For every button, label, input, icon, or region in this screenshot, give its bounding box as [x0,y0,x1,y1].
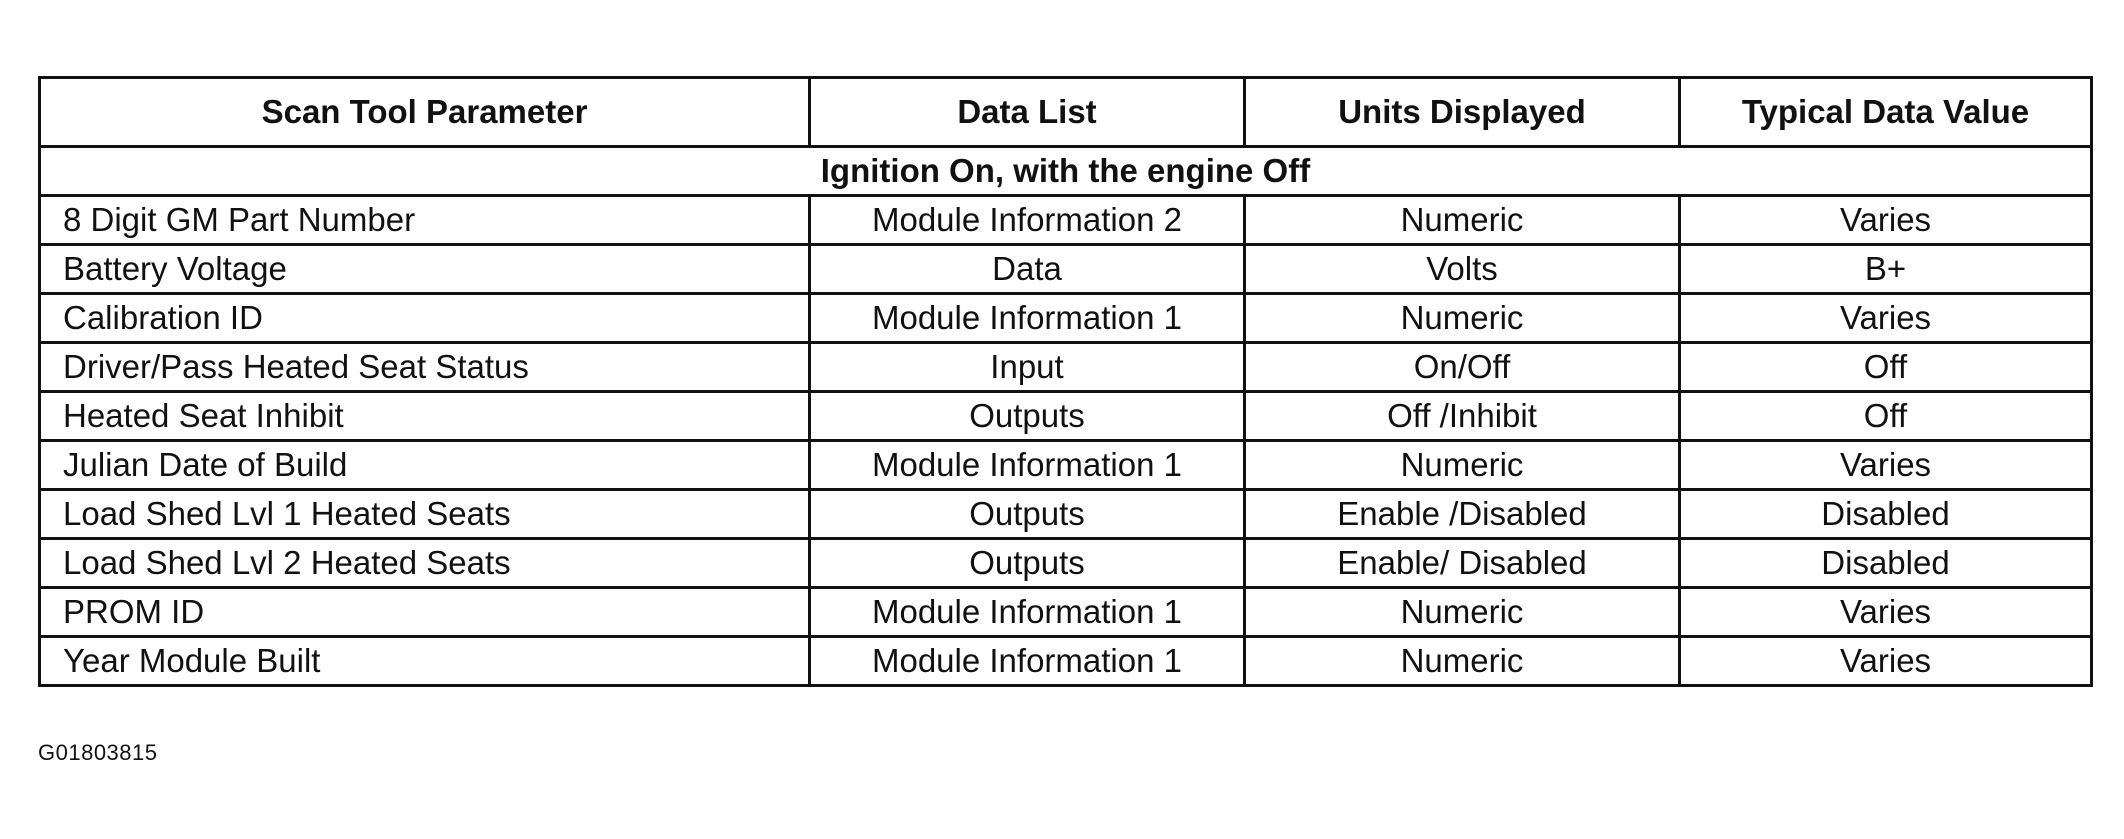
cell-data-list: Outputs [810,392,1245,441]
cell-parameter: Year Module Built [40,637,810,686]
table-row [40,343,2092,392]
cell-units: Numeric [1245,588,1680,637]
cell-parameter: Julian Date of Build [40,441,810,490]
cell-typical-value: Off [1680,392,2092,441]
cell-data-list: Module Information 1 [810,637,1245,686]
cell-units: Numeric [1245,196,1680,245]
table-row [40,588,2092,637]
cell-units: Numeric [1245,294,1680,343]
header-units-displayed: Units Displayed [1245,78,1680,147]
cell-typical-value: Varies [1680,196,2092,245]
cell-typical-value: Varies [1680,637,2092,686]
section-title: Ignition On, with the engine Off [40,147,2092,196]
cell-parameter: Heated Seat Inhibit [40,392,810,441]
table-row [40,490,2092,539]
cell-typical-value: Varies [1680,441,2092,490]
cell-units: Numeric [1245,637,1680,686]
scan-tool-data-table [38,76,2093,687]
cell-parameter: Driver/Pass Heated Seat Status [40,343,810,392]
cell-parameter: Battery Voltage [40,245,810,294]
cell-data-list: Module Information 2 [810,196,1245,245]
header-row [40,78,2092,147]
cell-typical-value: Disabled [1680,539,2092,588]
cell-units: Enable/ Disabled [1245,539,1680,588]
cell-data-list: Module Information 1 [810,294,1245,343]
cell-typical-value: Disabled [1680,490,2092,539]
cell-units: Volts [1245,245,1680,294]
cell-data-list: Module Information 1 [810,441,1245,490]
cell-parameter: 8 Digit GM Part Number [40,196,810,245]
header-typical-data-value: Typical Data Value [1680,78,2092,147]
cell-parameter: Load Shed Lvl 1 Heated Seats [40,490,810,539]
section-row [40,147,2092,196]
table-row [40,392,2092,441]
cell-units: Numeric [1245,441,1680,490]
table-row [40,441,2092,490]
cell-data-list: Outputs [810,539,1245,588]
cell-parameter: Calibration ID [40,294,810,343]
cell-parameter: PROM ID [40,588,810,637]
cell-typical-value: B+ [1680,245,2092,294]
table-row [40,539,2092,588]
table-row [40,294,2092,343]
cell-typical-value: Off [1680,343,2092,392]
cell-data-list: Input [810,343,1245,392]
cell-data-list: Outputs [810,490,1245,539]
cell-units: On/Off [1245,343,1680,392]
cell-data-list: Module Information 1 [810,588,1245,637]
table-row [40,637,2092,686]
cell-typical-value: Varies [1680,588,2092,637]
cell-units: Off /Inhibit [1245,392,1680,441]
cell-units: Enable /Disabled [1245,490,1680,539]
header-scan-tool-parameter: Scan Tool Parameter [40,78,810,147]
table-row [40,196,2092,245]
figure-id: G01803815 [38,740,158,765]
cell-data-list: Data [810,245,1245,294]
cell-typical-value: Varies [1680,294,2092,343]
header-data-list: Data List [810,78,1245,147]
table-row [40,245,2092,294]
cell-parameter: Load Shed Lvl 2 Heated Seats [40,539,810,588]
